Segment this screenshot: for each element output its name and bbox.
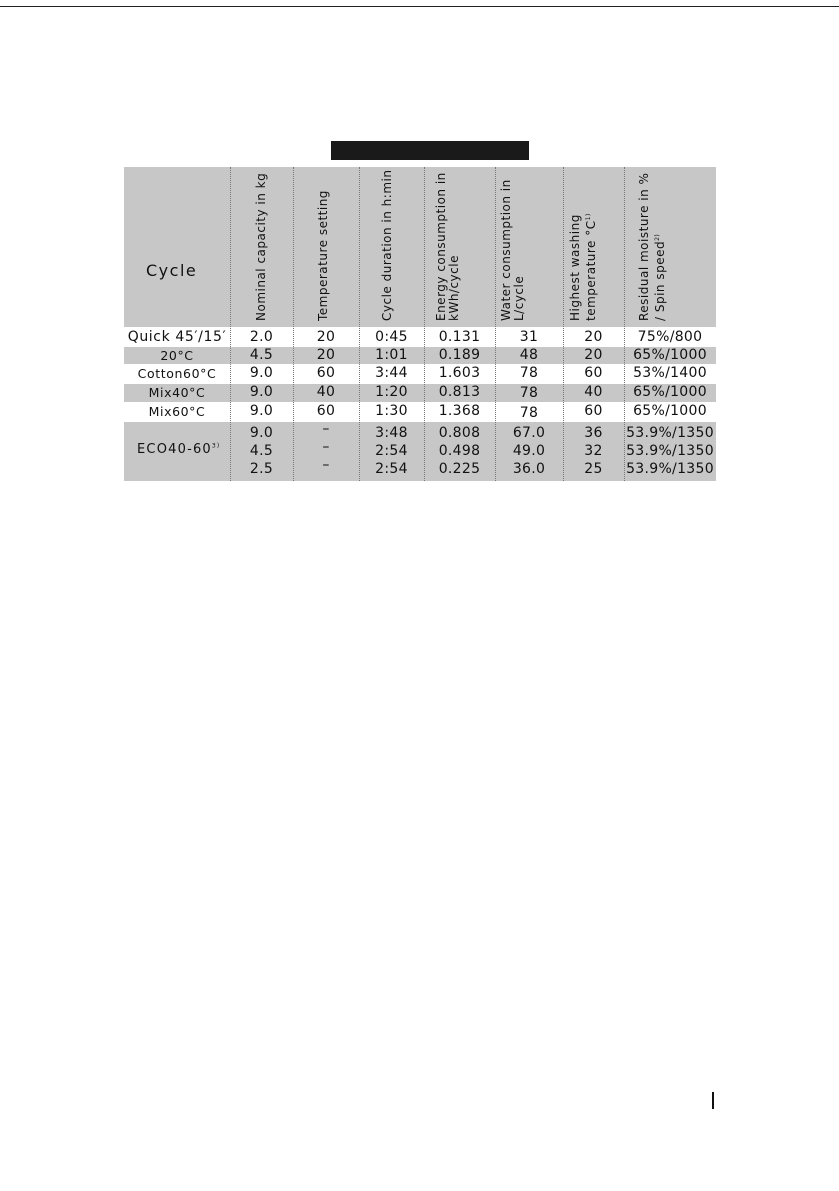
cycle-name: Quick 45′/15′ bbox=[127, 329, 227, 345]
table-cell: 53.9%/1350 bbox=[626, 425, 714, 441]
table-cell: 36.0 bbox=[512, 461, 546, 477]
temperature-column-header: Temperature setting bbox=[316, 190, 330, 321]
table-cell: 4.5 bbox=[249, 347, 274, 363]
table-cell: 20 bbox=[584, 347, 603, 363]
table-cell: 0.808 bbox=[438, 425, 481, 441]
table-cell: 20 bbox=[316, 347, 336, 363]
cycle-column-header: Cycle bbox=[146, 261, 198, 280]
program-data-table bbox=[124, 167, 716, 481]
table-cell: 65%/1000 bbox=[633, 384, 707, 400]
table-cell: 53.9%/1350 bbox=[626, 443, 714, 459]
top-rule bbox=[0, 6, 839, 7]
table-cell: 4.5 bbox=[249, 443, 274, 459]
table-cell: 32 bbox=[584, 443, 603, 459]
table-cell: 60 bbox=[316, 365, 336, 381]
table-cell: – bbox=[322, 439, 330, 455]
column-divider bbox=[230, 167, 231, 481]
table-cell: 0:45 bbox=[375, 329, 408, 345]
table-cell: 1:01 bbox=[375, 347, 408, 363]
table-cell: 9.0 bbox=[249, 384, 274, 400]
column-divider bbox=[293, 167, 294, 481]
table-cell: 53%/1400 bbox=[633, 365, 707, 381]
table-cell: 9.0 bbox=[249, 365, 274, 381]
table-cell: 78 bbox=[519, 405, 539, 421]
table-cell: 65%/1000 bbox=[633, 347, 707, 363]
cycle-name: ECO40-60$^{3)}$ bbox=[137, 442, 221, 457]
table-cell: 25 bbox=[584, 461, 603, 477]
cycle-name: Cotton60°C bbox=[137, 366, 217, 381]
eco-row-group bbox=[124, 422, 716, 481]
table-cell: 1:30 bbox=[375, 403, 408, 419]
table-cell: 3:44 bbox=[375, 365, 408, 381]
table-cell: 2:54 bbox=[375, 443, 408, 459]
table-cell: 20 bbox=[584, 329, 603, 345]
table-cell: 2.0 bbox=[249, 329, 274, 345]
table-cell: 1.368 bbox=[438, 403, 481, 419]
table-row bbox=[124, 347, 716, 364]
cycle-name: 20°C bbox=[160, 348, 194, 363]
cycle-name: Mix60°C bbox=[148, 404, 206, 419]
water-column-header: Water consumption in L/cycle bbox=[499, 179, 526, 321]
table-cell: 1:20 bbox=[375, 384, 408, 400]
table-cell: 0.189 bbox=[438, 347, 481, 363]
table-cell: 48 bbox=[519, 347, 539, 363]
table-row bbox=[124, 365, 716, 383]
table-cell: 53.9%/1350 bbox=[626, 461, 714, 477]
table-cell: 49.0 bbox=[512, 443, 546, 459]
table-cell: 78 bbox=[519, 385, 539, 401]
table-cell: 75%/800 bbox=[637, 329, 703, 345]
table-cell: 0.498 bbox=[438, 443, 481, 459]
table-title-bar bbox=[331, 141, 529, 160]
capacity-column-header: Nominal capacity in kg bbox=[254, 172, 268, 321]
table-cell: 60 bbox=[584, 403, 603, 419]
table-cell: 36 bbox=[584, 425, 603, 441]
table-cell: 2.5 bbox=[249, 461, 274, 477]
table-cell: 9.0 bbox=[249, 425, 274, 441]
table-cell: 0.813 bbox=[438, 384, 481, 400]
header-row bbox=[124, 167, 716, 327]
table-row bbox=[124, 384, 716, 402]
table-cell: 20 bbox=[316, 329, 336, 345]
table-row bbox=[124, 403, 716, 421]
energy-column-header: Energy consumption in kWh/cycle bbox=[434, 172, 461, 321]
table-row bbox=[124, 329, 716, 346]
table-cell: 65%/1000 bbox=[633, 403, 707, 419]
table-cell: 60 bbox=[584, 365, 603, 381]
table-cell: 3:48 bbox=[375, 425, 408, 441]
table-cell: – bbox=[322, 421, 330, 437]
column-divider bbox=[624, 167, 625, 481]
table-cell: 78 bbox=[519, 365, 539, 381]
column-divider bbox=[359, 167, 360, 481]
column-divider bbox=[563, 167, 564, 481]
column-divider bbox=[495, 167, 496, 481]
residual-moisture-column-header: Residual moisture in % / Spin speed$^{2)}$ bbox=[637, 172, 667, 321]
duration-column-header: Cycle duration in h:min bbox=[380, 169, 394, 321]
table-cell: 0.225 bbox=[438, 461, 481, 477]
table-cell: 40 bbox=[584, 384, 603, 400]
table-cell: 2:54 bbox=[375, 461, 408, 477]
page-edge-mark bbox=[712, 1092, 714, 1109]
cycle-name: Mix40°C bbox=[148, 385, 206, 400]
table-cell: 60 bbox=[316, 403, 336, 419]
table-cell: 9.0 bbox=[249, 403, 274, 419]
highest-temperature-column-header: Highest washing temperature $^\circ C^{1)}$ bbox=[568, 213, 598, 321]
column-divider bbox=[424, 167, 425, 481]
table-cell: 67.0 bbox=[512, 425, 546, 441]
table-cell: 40 bbox=[316, 384, 336, 400]
table-cell: – bbox=[322, 457, 330, 473]
table-cell: 31 bbox=[519, 329, 539, 345]
table-cell: 0.131 bbox=[438, 329, 481, 345]
table-cell: 1.603 bbox=[438, 365, 481, 381]
